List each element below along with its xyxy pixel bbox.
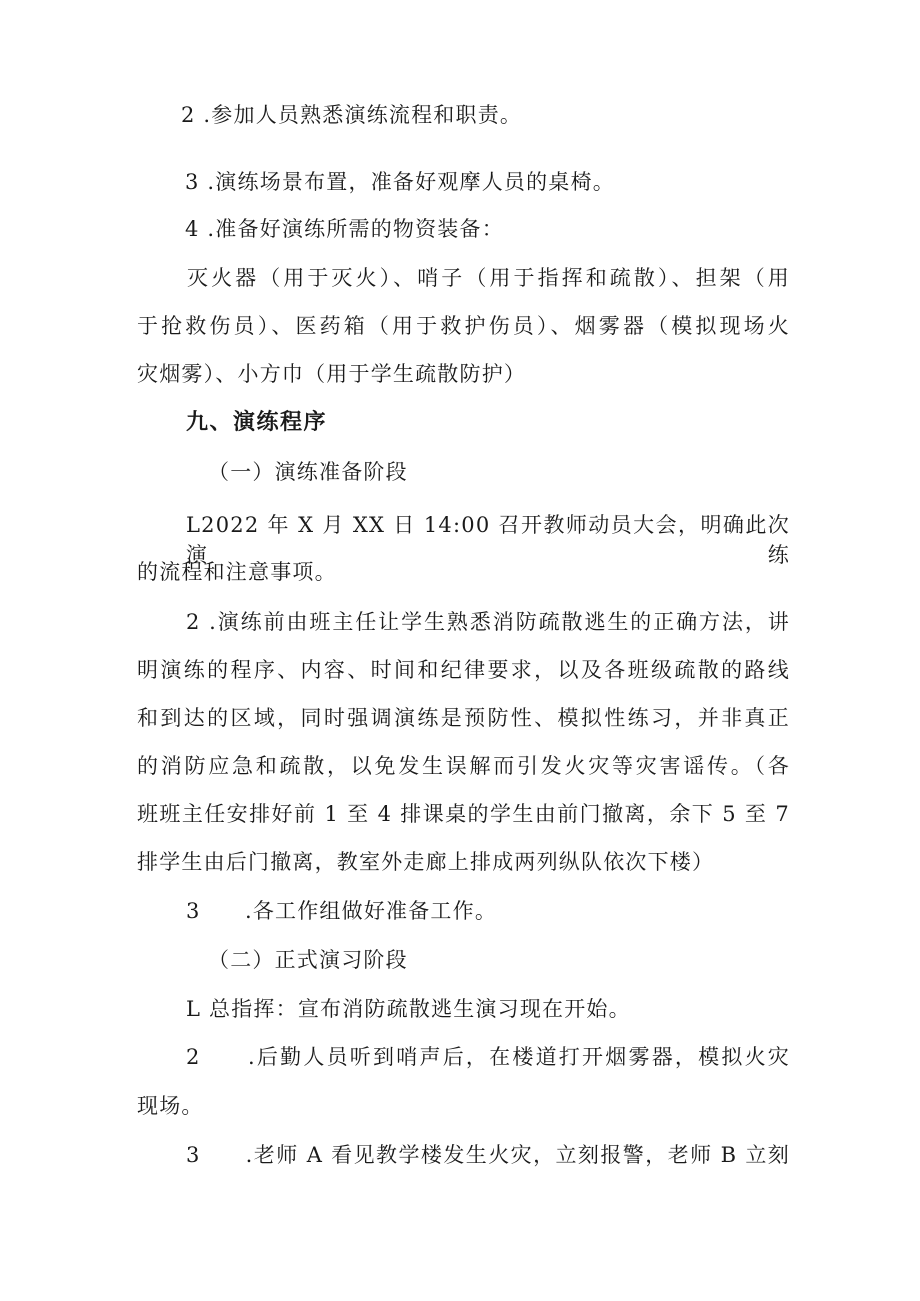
prep-item-1-line-2: 的流程和注意事项。 [137, 560, 337, 584]
item-2-participants: 2 .参加人员熟悉演练流程和职责。 [181, 103, 523, 127]
subheading-formal-drill-stage: （二）正式演习阶段 [208, 948, 408, 972]
prep-item-1-line-1: L2022 年 X 月 XX 日 14:00 召开教师动员大会，明确此次演练 [186, 513, 790, 567]
drill-item-2-line-2: 现场。 [137, 1094, 204, 1118]
prep-item-2-line-3: 和到达的区域，同时强调演练是预防性、模拟性练习，并非真正 [137, 706, 790, 730]
drill-item-3-line-1: 3 .老师 A 看见教学楼发生火灾，立刻报警，老师 B 立刻 [186, 1143, 790, 1167]
item-3-scene-setup: 3 .演练场景布置，准备好观摩人员的桌椅。 [185, 170, 615, 194]
materials-line-1: 灭火器（用于灭火）、哨子（用于指挥和疏散）、担架（用 [187, 266, 790, 290]
section-heading-drill-procedure: 九、演练程序 [186, 410, 328, 435]
prep-item-2-line-6: 排学生由后门撤离，教室外走廊上排成两列纵队依次下楼） [137, 850, 715, 874]
drill-item-1: L 总指挥：宣布消防疏散逃生演习现在开始。 [186, 997, 631, 1021]
materials-line-3: 灾烟雾）、小方巾（用于学生疏散防护） [137, 362, 527, 386]
drill-item-2-line-1: 2 .后勤人员听到哨声后，在楼道打开烟雾器，模拟火灾 [186, 1045, 790, 1069]
prep-item-2-line-1: 2 .演练前由班主任让学生熟悉消防疏散逃生的正确方法，讲 [186, 610, 790, 634]
prep-item-2-line-5: 班班主任安排好前 1 至 4 排课桌的学生由前门撤离，余下 5 至 7 [137, 802, 790, 826]
prep-item-3: 3 .各工作组做好准备工作。 [186, 899, 498, 923]
subheading-preparation-stage: （一）演练准备阶段 [208, 460, 408, 484]
materials-line-2: 于抢救伤员）、医药箱（用于救护伤员）、烟雾器（模拟现场火 [137, 314, 790, 338]
item-4-materials: 4 .准备好演练所需的物资装备： [185, 217, 504, 241]
prep-item-2-line-4: 的消防应急和疏散，以免发生误解而引发火灾等灾害谣传。（各 [137, 754, 790, 778]
prep-item-2-line-2: 明演练的程序、内容、时间和纪律要求，以及各班级疏散的路线 [137, 658, 790, 682]
